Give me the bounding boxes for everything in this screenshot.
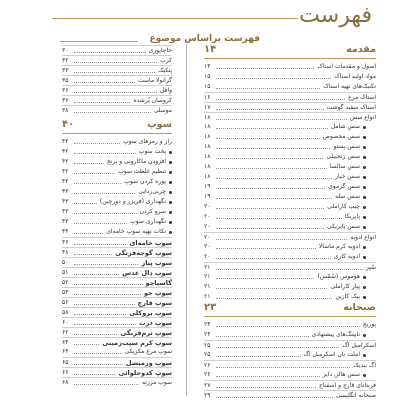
toc-entry-page: ۴۲ xyxy=(62,178,69,185)
toc-entry-page: ۲۵ xyxy=(204,351,211,358)
toc-entry-page: ۳۶ xyxy=(62,87,69,94)
toc-entry-title: سس زنجبیلی xyxy=(326,152,366,162)
toc-entry-page: ۱۸ xyxy=(204,153,211,160)
toc-entry-title: سوپ مرزنه xyxy=(142,379,172,386)
dot-leader xyxy=(216,397,333,398)
dot-leader xyxy=(74,52,146,53)
toc-entry-title: ادویه کاری xyxy=(334,252,366,262)
dot-leader xyxy=(74,153,136,154)
toc-entry-title: سوپ بروکلی xyxy=(129,309,172,317)
toc-entry-page: ۱۵ xyxy=(204,73,211,80)
toc-entry-title: ادویه کرم ماسالا xyxy=(319,242,366,252)
toc-entry-title: تاپینگ‌های پیشنهادی xyxy=(312,330,366,340)
dot-leader xyxy=(74,304,135,305)
dot-leader xyxy=(216,326,360,327)
toc-entry-title: گرانولا ماست xyxy=(138,77,172,84)
toc-entry-title: گاسپاچو xyxy=(145,279,172,287)
toc-entry-title: چیپ کاراملی xyxy=(327,202,366,212)
toc-entry[interactable] xyxy=(62,377,172,388)
dot-leader xyxy=(74,203,97,204)
toc-entry-title: پوره کردن سوپ xyxy=(124,177,172,187)
toc-entry-page: ۵۴ xyxy=(62,289,69,296)
dot-leader xyxy=(216,228,324,229)
toc-entry-page: ۴۸ xyxy=(62,249,69,256)
dot-leader xyxy=(74,314,126,315)
dot-leader xyxy=(74,274,119,275)
dot-leader xyxy=(216,138,320,139)
dot-leader xyxy=(216,88,320,89)
toc-entry[interactable] xyxy=(62,167,172,177)
toc-entry-title: پخت سوپ xyxy=(139,147,172,157)
dot-leader xyxy=(74,173,115,174)
toc-entry[interactable] xyxy=(204,172,376,182)
section-page-number: ۲۳ xyxy=(204,302,217,313)
toc-entry[interactable] xyxy=(62,207,172,217)
toc-entry-page: ۲۰ xyxy=(204,243,211,250)
toc-entry-title: استاک مرغ xyxy=(348,94,376,101)
toc-entry-page: ۳۲ xyxy=(62,57,69,64)
dot-leader xyxy=(216,128,328,129)
dot-leader xyxy=(74,112,151,113)
dot-leader xyxy=(74,223,127,224)
dot-leader xyxy=(216,78,331,79)
dot-leader xyxy=(74,92,157,93)
toc-entry-page: ۲۱ xyxy=(204,264,211,271)
dot-leader xyxy=(74,374,115,375)
dot-leader xyxy=(74,233,103,234)
dot-leader xyxy=(74,364,123,365)
toc-entry-page: ۶۴ xyxy=(62,339,69,346)
toc-entry-page: ۲۰ xyxy=(204,213,211,220)
toc-entry-page: ۴۲ xyxy=(62,158,69,165)
toc-entry-title: افزودن ماکارونی و برنج xyxy=(107,157,172,167)
toc-entry-title: سُپر xyxy=(365,264,376,271)
toc-entry[interactable] xyxy=(62,157,172,167)
toc-entry-title: نکات تهیه سوپ خامه‌ای xyxy=(106,227,172,237)
toc-entry-page: ۲۵ xyxy=(204,342,211,349)
toc-entry-title: چربی‌زدایی xyxy=(138,187,172,197)
toc-entry-title: سوپ پیاز xyxy=(141,259,172,267)
toc-entry-title: استاک سفید گوشت xyxy=(326,104,376,111)
toc-entry-page: ۶۰ xyxy=(62,319,69,326)
dot-leader xyxy=(74,294,141,295)
toc-entry-title: سوپ ذرت xyxy=(139,319,172,327)
toc-entry-page: ۱۵ xyxy=(204,83,211,90)
toc-entry-page: ۲۶ xyxy=(204,362,211,369)
toc-entry[interactable] xyxy=(204,202,376,212)
toc-entry[interactable] xyxy=(204,350,376,360)
dot-leader xyxy=(74,353,121,354)
subtitle-rule xyxy=(60,41,138,42)
toc-entry[interactable] xyxy=(204,182,376,192)
dot-leader xyxy=(216,68,314,69)
toc-entry-page: ۲۱ xyxy=(204,273,211,280)
toc-entry-title: پاپریکا xyxy=(345,212,366,222)
dot-leader xyxy=(74,72,155,73)
toc-entry-page: ۱۹ xyxy=(204,183,211,190)
dot-leader xyxy=(216,198,332,199)
toc-entry-title: سوپ نرم‌فرنگی xyxy=(120,329,172,337)
toc-entry-title: املت نان اسکرمبل اگ xyxy=(304,350,366,360)
dot-leader xyxy=(216,258,331,259)
toc-entry[interactable] xyxy=(62,227,172,237)
toc-entry[interactable] xyxy=(204,82,376,92)
toc-entry[interactable] xyxy=(62,197,172,207)
toc-entry[interactable] xyxy=(204,320,376,330)
toc-entry-title: وافل xyxy=(160,87,172,94)
toc-entry-title: سس سله xyxy=(335,192,366,202)
toc-entry-title: پوریج xyxy=(362,321,376,328)
toc-entry[interactable] xyxy=(204,330,376,340)
dot-leader xyxy=(216,288,327,289)
toc-entry-title: سس سالسا xyxy=(330,162,366,172)
toc-entry[interactable] xyxy=(62,147,172,157)
toc-entry-title: سس هالن دایز xyxy=(323,370,366,380)
toc-entry-title: سوپ مرغ مکزیکی xyxy=(124,348,172,355)
toc-entry-title: کرپ xyxy=(160,57,172,64)
toc-entry-page: ۶۴ xyxy=(62,348,69,355)
toc-entry-page: ۶۲ xyxy=(62,329,69,336)
toc-entry-page: ۲۴ xyxy=(204,331,211,338)
dot-leader xyxy=(74,213,137,214)
dot-leader xyxy=(216,178,332,179)
toc-entry-title: صبحانه انگلیسی xyxy=(335,392,376,399)
dot-leader xyxy=(216,298,332,299)
toc-entry-page: ۱۸ xyxy=(204,133,211,140)
dot-leader xyxy=(74,143,120,144)
toc-entry-page: ۴۳ xyxy=(62,218,69,225)
toc-entry-page: ۴۲ xyxy=(62,138,69,145)
dot-leader xyxy=(216,109,324,110)
toc-entry-title: اصول و مقدمات استاک xyxy=(317,63,376,70)
dot-leader xyxy=(74,82,135,83)
toc-entry-title: سوپ گوجه‌فرنگی xyxy=(115,249,172,257)
toc-entry-title: سس پستو xyxy=(333,142,366,152)
toc-entry-page: ۳۳ xyxy=(62,67,69,74)
toc-entry-title: تنظیم غلظت سوپ xyxy=(118,167,172,177)
toc-entry[interactable] xyxy=(204,282,376,292)
toc-entry-title: سس پاپریکی xyxy=(327,222,366,232)
toc-entry-page: ۱۸ xyxy=(204,114,211,121)
toc-entry-page: ۱۸ xyxy=(204,173,211,180)
toc-entry-title: موسلی xyxy=(153,107,172,114)
toc-entry[interactable] xyxy=(204,222,376,232)
toc-entry-page: ۲۷ xyxy=(204,382,211,389)
toc-entry-title: پیاز کاراملی xyxy=(330,282,366,292)
toc-entry-page: ۵۸ xyxy=(62,309,69,316)
toc-entry-title: سس خیار xyxy=(335,172,366,182)
dot-leader xyxy=(74,344,99,345)
toc-entry-title: سرو کردن xyxy=(140,207,172,217)
toc-entry[interactable] xyxy=(62,177,172,187)
toc-entry-page: ۱۸ xyxy=(204,163,211,170)
section-title: صبحانه xyxy=(343,302,376,313)
toc-entry[interactable] xyxy=(204,62,376,72)
dot-leader xyxy=(216,188,325,189)
dot-leader xyxy=(216,168,327,169)
toc-entry[interactable] xyxy=(62,347,172,357)
toc-entry-title: پنکیک xyxy=(158,67,172,74)
toc-entry-title: انواع سس xyxy=(349,114,376,121)
toc-entry-page: ۳۸ xyxy=(62,107,69,114)
dot-leader xyxy=(74,244,126,245)
toc-entry[interactable] xyxy=(62,137,172,147)
toc-entry[interactable] xyxy=(204,162,376,172)
toc-entry[interactable] xyxy=(204,252,376,262)
dot-leader xyxy=(216,218,342,219)
toc-entry[interactable] xyxy=(204,272,376,282)
toc-entry-title: سوپ کدوحلوائی xyxy=(118,369,172,377)
toc-entry-title: سوپ جو xyxy=(143,289,172,297)
toc-entry[interactable] xyxy=(204,72,376,82)
toc-entry-title: اگ بندیک xyxy=(353,362,376,369)
toc-entry[interactable] xyxy=(204,122,376,132)
dot-leader xyxy=(216,336,309,337)
toc-entry-title: هوموس (سُمّس) xyxy=(317,272,366,282)
dot-leader xyxy=(216,356,301,357)
dot-leader xyxy=(74,284,143,285)
dot-leader xyxy=(74,163,104,164)
dot-leader xyxy=(74,324,136,325)
toc-entry-title: سوپ خامه‌ای xyxy=(129,239,172,247)
dot-leader xyxy=(216,148,330,149)
toc-entry-page: ۱۸ xyxy=(204,143,211,150)
toc-entry-title: فریتاتای قارچ و اسفناج xyxy=(318,382,376,389)
toc-entry-title: سوپ کرم سیب‌زمینی xyxy=(102,339,172,347)
dot-leader xyxy=(216,239,347,240)
dot-leader xyxy=(74,264,138,265)
toc-entry-page: ۴۲ xyxy=(62,148,69,155)
toc-entry[interactable] xyxy=(204,212,376,222)
toc-entry-title: سوپ قارچ xyxy=(137,299,172,307)
toc-entry[interactable] xyxy=(204,142,376,152)
toc-entry-page: ۶۶ xyxy=(62,369,69,376)
toc-entry-page: ۴۳ xyxy=(62,208,69,215)
dot-leader xyxy=(216,278,314,279)
toc-entry[interactable] xyxy=(204,132,376,142)
dot-leader xyxy=(216,376,320,377)
toc-entry-page: ۴۴ xyxy=(62,228,69,235)
toc-entry-page: ۲۰ xyxy=(204,234,211,241)
section-page-number: ۱۴ xyxy=(204,44,217,55)
dot-leader xyxy=(74,254,112,255)
toc-entry[interactable] xyxy=(62,105,172,116)
toc-entry-page: ۱۶ xyxy=(204,94,211,101)
title-rule xyxy=(52,18,298,19)
section-title: مقدمه xyxy=(346,44,376,55)
page-subtitle: فهرست براساس موضوع xyxy=(149,34,260,44)
dot-leader xyxy=(74,62,157,63)
toc-entry-title: مواد اولیه استاک xyxy=(334,73,376,80)
toc-entry-title: نگهداری سوپ xyxy=(130,217,172,227)
toc-entry-page: ۲۱ xyxy=(204,283,211,290)
toc-entry-page: ۵۱ xyxy=(62,269,69,276)
toc-entry-title: سس مخصوص xyxy=(323,132,366,142)
dot-leader xyxy=(216,248,316,249)
toc-entry[interactable] xyxy=(204,292,376,302)
dot-leader xyxy=(74,183,121,184)
toc-entry-page: ۲۰ xyxy=(204,203,211,210)
toc-entry[interactable] xyxy=(204,242,376,252)
toc-entry-page: ۴۶ xyxy=(62,239,69,246)
section-heading xyxy=(62,119,172,134)
toc-entry-page: ۵۲ xyxy=(62,279,69,286)
section-heading xyxy=(204,302,376,317)
toc-entry[interactable] xyxy=(62,187,172,197)
toc-entry-page: ۳۷ xyxy=(62,97,69,104)
toc-entry-title: سس گرموی xyxy=(328,182,366,192)
toc-entry-page: ۲۰ xyxy=(204,253,211,260)
dot-leader xyxy=(74,102,130,103)
toc-entry-page: ۲۹ xyxy=(204,392,211,399)
toc-entry[interactable] xyxy=(204,370,376,380)
toc-entry-title: راز و رمزهای سوپ xyxy=(123,138,172,145)
dot-leader xyxy=(216,208,324,209)
toc-entry[interactable] xyxy=(204,390,376,400)
toc-entry-title: اسکرامبل اگ xyxy=(342,342,376,349)
toc-entry[interactable] xyxy=(204,192,376,202)
toc-entry-page: ۴۳ xyxy=(62,188,69,195)
toc-entry-page: ۲۱ xyxy=(204,293,211,300)
toc-entry-page: ۲۴ xyxy=(204,321,211,328)
toc-entry-page: ۴۲ xyxy=(62,168,69,175)
dot-leader xyxy=(216,99,345,100)
toc-entry-page: ۵۶ xyxy=(62,299,69,306)
toc-entry-title: انواع ادویه xyxy=(350,234,376,241)
toc-entry-title: تکنیک‌های تهیه استاک xyxy=(323,83,376,90)
dot-leader xyxy=(216,269,363,270)
dot-leader xyxy=(216,367,350,368)
dot-leader xyxy=(216,347,339,348)
toc-entry-page: ۶۸ xyxy=(62,379,69,386)
toc-entry-page: ۲۶ xyxy=(204,371,211,378)
dot-leader xyxy=(74,193,135,194)
section-title: سوپ xyxy=(147,119,172,130)
toc-entry-page: ۱۸ xyxy=(204,123,211,130)
toc-entry-title: سس شامل xyxy=(331,122,366,132)
toc-entry-page: ۱۹ xyxy=(204,193,211,200)
toc-entry-page: ۳۰ xyxy=(62,47,69,54)
dot-leader xyxy=(216,158,323,159)
toc-entry-page: ۱۴ xyxy=(204,63,211,70)
toc-entry-title: سوپ دال عدس xyxy=(122,269,172,277)
toc-entry-title: پیک کازین xyxy=(335,292,366,302)
toc-entry-title: کروسان پُرشده xyxy=(133,97,172,104)
toc-entry-page: ۳۵ xyxy=(62,77,69,84)
toc-entry[interactable] xyxy=(204,152,376,162)
dot-leader xyxy=(74,334,117,335)
toc-entry-page: ۵۰ xyxy=(62,259,69,266)
dot-leader xyxy=(216,119,347,120)
toc-entry[interactable] xyxy=(62,217,172,227)
section-page-number: ۴۰ xyxy=(62,119,75,130)
dot-leader xyxy=(74,384,139,385)
toc-entry-page: ۴۳ xyxy=(62,198,69,205)
toc-entry-title: نگهداری (فریزر و دورچین) xyxy=(100,197,172,207)
page-title: فهرست xyxy=(299,3,372,28)
toc-entry-title: خاچاپوری xyxy=(148,47,172,54)
toc-entry-page: ۱۷ xyxy=(204,104,211,111)
toc-entry-page: ۶۵ xyxy=(62,359,69,366)
column-divider xyxy=(186,44,187,396)
toc-entry-page: ۲۰ xyxy=(204,223,211,230)
toc-entry-title: سوپ ورمیشل xyxy=(125,359,172,367)
section-heading xyxy=(204,44,376,59)
dot-leader xyxy=(216,387,316,388)
